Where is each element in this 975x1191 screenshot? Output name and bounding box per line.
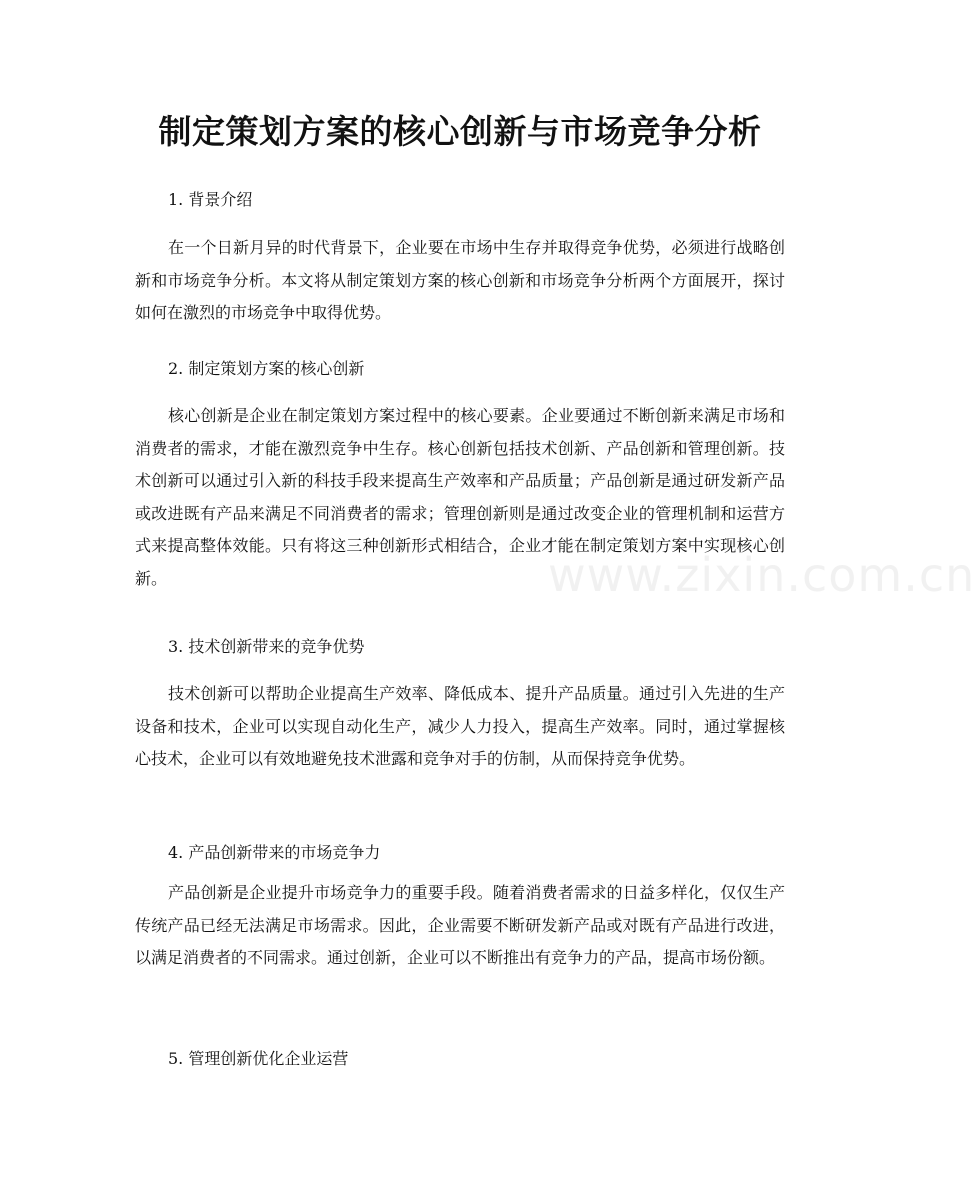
section-paragraph-2: 核心创新是企业在制定策划方案过程中的核心要素。企业要通过不断创新来满足市场和消费者的需求，才能在激烈竞争中生存。核心创新包括技术创新、产品创新和管理创新。技术创新可以通过引入新的科技手段来提高生产效率和产品质量；产品创新是通过研发新产品或改进既有产品来满足不同消费者的需求；管理创新则是通过改变企业的管理机制和运营方式来提高整体效能。只有将这三种创新形式相结合，企业才能在制定策划方案中实现核心创新。 xyxy=(135,406,785,588)
section-heading-3: 3. 技术创新带来的竞争优势 xyxy=(168,637,365,656)
section-paragraph-3: 技术创新可以帮助企业提高生产效率、降低成本、提升产品质量。通过引入先进的生产设备和技术，企业可以实现自动化生产，减少人力投入，提高生产效率。同时，通过掌握核心技术，企业可以有效地避免技术泄露和竞争对手的仿制，从而保持竞争优势。 xyxy=(135,684,785,769)
section-heading-4: 4. 产品创新带来的市场竞争力 xyxy=(168,843,381,862)
document-title: 制定策划方案的核心创新与市场竞争分析 xyxy=(158,112,762,151)
section-heading-2: 2. 制定策划方案的核心创新 xyxy=(168,359,365,378)
section-paragraph-1: 在一个日新月异的时代背景下，企业要在市场中生存并取得竞争优势，必须进行战略创新和市场竞争分析。本文将从制定策划方案的核心创新和市场竞争分析两个方面展开，探讨如何在激烈的市场竞争中取得优势。 xyxy=(135,238,785,323)
section-heading-1: 1. 背景介绍 xyxy=(168,190,253,209)
section-paragraph-4: 产品创新是企业提升市场竞争力的重要手段。随着消费者需求的日益多样化，仅仅生产传统产品已经无法满足市场需求。因此，企业需要不断研发新产品或对既有产品进行改进，以满足消费者的不同需求。通过创新，企业可以不断推出有竞争力的产品，提高市场份额。 xyxy=(135,883,785,968)
section-heading-5: 5. 管理创新优化企业运营 xyxy=(168,1049,349,1068)
watermark: www.zixin.com.cn xyxy=(548,548,975,602)
